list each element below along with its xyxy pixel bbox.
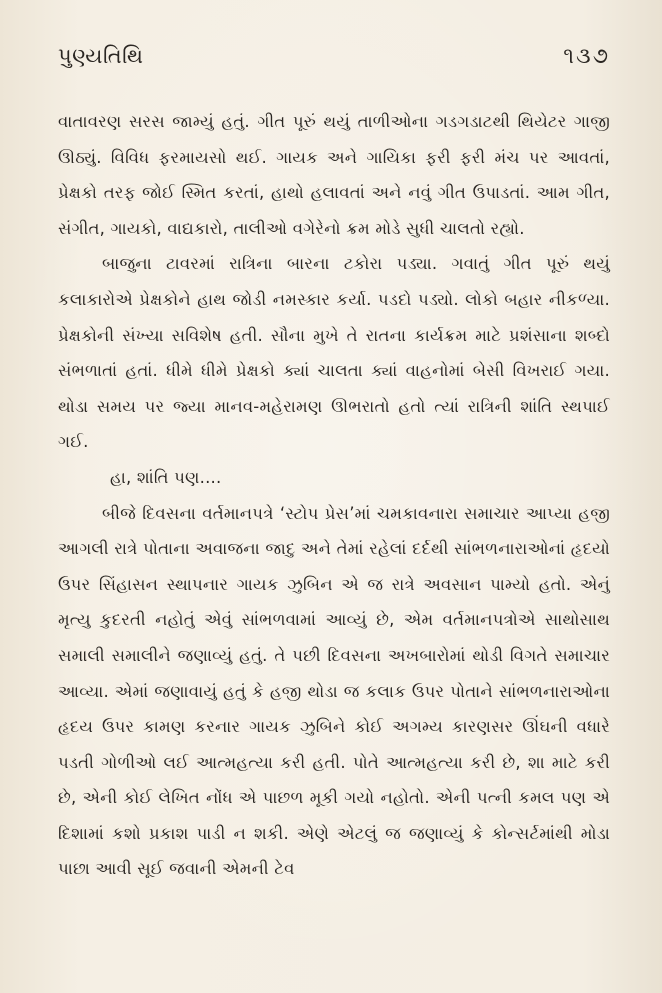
- page-number: ૧૩૭: [563, 44, 610, 69]
- paragraph-2: બાજુના ટાવરમાં રાત્રિના બારના ટકોરા પડ્યા. ગવાતું ગીત પૂરું થયું કલાકારોએ પ્રેક્ષકોને હાથ જોડી નમસ્કાર કર્યા. પડદો પડ્યો. લોકો બહાર નીકળ્યા. પ્રેક્ષકોની સંખ્યા સવિશેષ હતી. સૌના મુખે તે રાતના કાર્યક્રમ માટે પ્રશંસાના શબ્દો સંભળાતાં હતાં. ધીમે ધીમે પ્રેક્ષકો ક્યાં ચાલતા ક્યાં વાહનોમાં બેસી વિખરાઈ ગયા. થોડા સમય પર જ્યા માનવ-મહેરામણ ઊભરાતો હતો ત્યાં રાત્રિની શાંતિ સ્થપાઈ ગઈ.: [58, 254, 610, 452]
- body-text: [58, 104, 610, 887]
- page-header: [58, 44, 610, 78]
- paragraph-4: બીજે દિવસના વર્તમાનપત્રે ‘સ્ટોપ પ્રેસ’માં ચમકાવનારા સમાચાર આપ્યા હજી આગલી રાત્રે પોતાના અવાજના જાદુ અને તેમાં રહેલાં દર્દથી સાંભળનારાઓનાં હૃદયો ઉપર સિંહાસન સ્થાપનાર ગાયક ઝુબિન એ જ રાત્રે અવસાન પામ્યો હતો. એનું મૃત્યુ કુદરતી નહોતું એવું સાંભળવામાં આવ્યું છે, એમ વર્તમાનપત્રોએ સાથોસાથ સમાલી સમાલીને જણાવ્યું હતું. તે પછી દિવસના અખબારોમાં થોડી વિગતે સમાચાર આવ્યા. એમાં જણાવાયું હતું કે હજી થોડા જ કલાક ઉપર પોતાને સાંભળનારાઓના હૃદય ઉપર કામણ કરનાર ગાયક ઝુબિને કોઈ અગમ્ય કારણસર ઊંઘની વધારે પડતી ગોળીઓ લઈ આત્મહત્યા કરી હતી. પોતે આત્મહત્યા કરી છે, શા માટે કરી છે, એની કોઈ લેખિત નોંધ એ પાછળ મૂકી ગયો નહોતો. એની પત્ની કમલ પણ એ દિશામાં કશો પ્રકાશ પાડી ન શકી. એણે એટલું જ જણાવ્યું કે કોન્સર્ટમાંથી મોડા પાછા આવી સૂઈ જવાની એમની ટેવ: [58, 503, 610, 879]
- running-title: પુણ્યતિથિ: [58, 44, 144, 68]
- paragraph-3: હા, શાંતિ પણ....: [110, 467, 222, 487]
- paragraph-1: વાતાવરણ સરસ જામ્યું હતું. ગીત પૂરું થયું તાળીઓના ગડગડાટથી થિયેટર ગાજી ઊઠ્યું. વિવિધ ફરમાયસો થઈ. ગાયક અને ગાયિકા ફરી ફરી મંચ પર આવતાં, પ્રેક્ષકો તરફ જોઈ સ્મિત કરતાં, હાથો હલાવતાં અને નવું ગીત ઉપાડતાં. આમ ગીત, સંગીત, ગાયકો, વાદ્યકારો, તાલીઓ વગેરેનો ક્રમ મોડે સુધી ચાલતો રહ્યો.: [58, 112, 610, 238]
